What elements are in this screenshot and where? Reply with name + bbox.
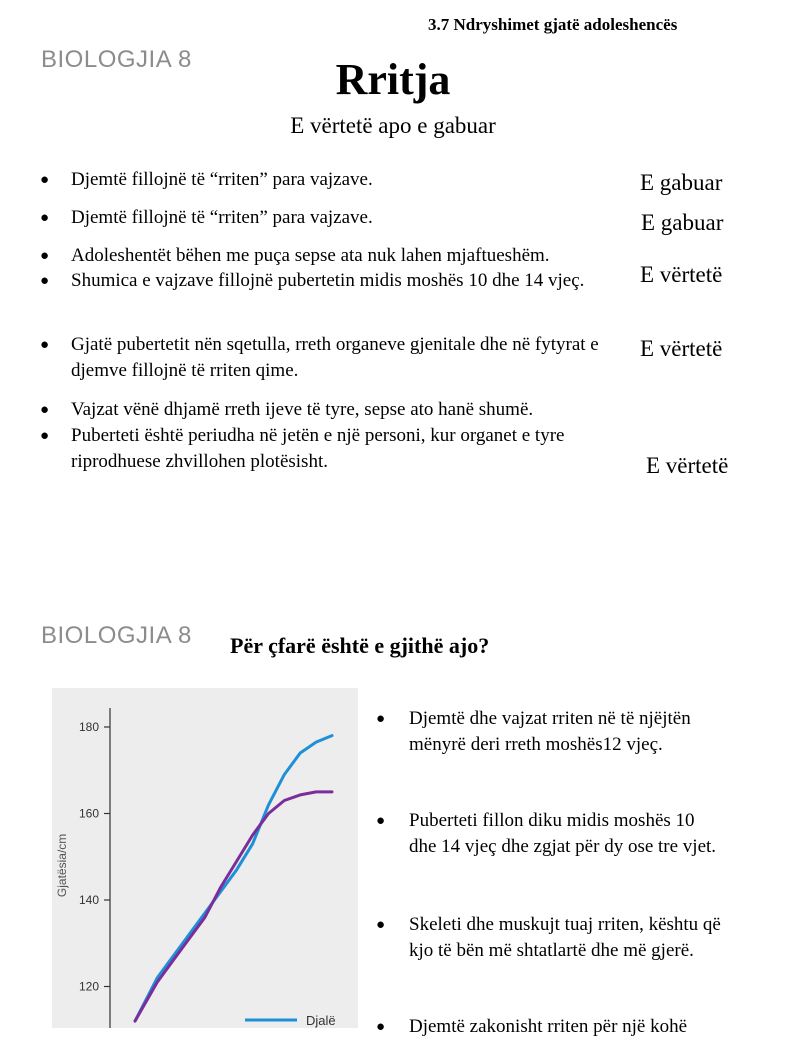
growth-chart	[52, 688, 358, 1028]
statement-item	[40, 397, 640, 423]
bullet-icon: ●	[40, 428, 50, 444]
fact-text: Skeleti dhe muskujt tuaj rriten, kështu që kjo të bën më shtatlartë dhe më gjerë.	[409, 914, 721, 961]
y-tick-label: 140	[78, 893, 99, 907]
bullet-icon: ●	[376, 813, 386, 829]
statement-text: Gjatë pubertetit nën sqetulla, rreth organeve gjenitale dhe në fytyrat e djemve fillojnë të rriten qime.	[71, 334, 599, 381]
legend-label: Djalë	[306, 1013, 336, 1028]
subject-label: BIOLOGJIA 8	[41, 622, 192, 649]
fact-item	[376, 706, 721, 758]
bullet-icon: ●	[40, 248, 50, 264]
page-title: Rritja	[335, 55, 451, 104]
fact-text: Djemtë dhe vajzat rriten në të njëjtën mënyrë deri rreth moshës12 vjeç.	[409, 708, 691, 755]
statement-text: Puberteti është periudha në jetën e një personi, kur organet e tyre riprodhuese zhvillohen plotësisht.	[71, 425, 565, 472]
bullet-icon: ●	[40, 273, 50, 289]
statement-item	[40, 205, 640, 231]
statement-text: Djemtë fillojnë të “rriten” para vajzave.	[71, 169, 373, 190]
growth-chart-svg	[52, 688, 358, 1028]
bullet-icon: ●	[376, 1019, 386, 1035]
answer-label: E vërtetë	[646, 453, 729, 478]
answer-label: E gabuar	[640, 170, 723, 195]
statement-text: Vajzat vënë dhjamë rreth ijeve të tyre, sepse ato hanë shumë.	[71, 399, 534, 420]
y-tick-label: 120	[78, 979, 99, 994]
subject-label: BIOLOGJIA 8	[41, 46, 192, 73]
y-axis-label: Gjatësia/cm	[55, 833, 69, 898]
bullet-icon: ●	[40, 402, 50, 418]
y-tick-label: 160	[78, 806, 99, 821]
fact-item	[376, 1014, 721, 1040]
page-subtitle: E vërtetë apo e gabuar	[290, 113, 496, 138]
slide-title: Për çfarë është e gjithë ajo?	[230, 633, 490, 658]
fact-item	[376, 808, 721, 860]
fact-text: Puberteti fillon diku midis moshës 10 dhe 14 vjeç dhe zgjat për dy ose tre vjet.	[409, 810, 717, 857]
fact-text: Djemtë zakonisht rriten për një kohë	[409, 1016, 688, 1037]
statement-item	[40, 268, 615, 294]
answer-label: E gabuar	[641, 210, 724, 235]
answer-label: E vërtetë	[640, 262, 723, 287]
fact-item	[376, 912, 721, 964]
statement-item	[40, 167, 640, 193]
bullet-icon: ●	[40, 210, 50, 226]
statement-item	[40, 423, 642, 475]
bullet-icon: ●	[40, 172, 50, 188]
statement-item	[40, 332, 615, 384]
statement-text: Djemtë fillojnë të “rriten” para vajzave.	[71, 207, 373, 228]
series-line-1	[135, 792, 332, 1021]
bullet-icon: ●	[40, 337, 50, 353]
series-line-0	[135, 736, 332, 1022]
bullet-icon: ●	[376, 917, 386, 933]
bullet-icon: ●	[376, 711, 386, 727]
y-tick-label: 180	[78, 720, 99, 734]
answer-label: E vërtetë	[640, 336, 723, 361]
statement-item	[40, 243, 640, 269]
section-header: 3.7 Ndryshimet gjatë adoleshencës	[428, 15, 678, 34]
statement-text: Shumica e vajzave fillojnë pubertetin midis moshës 10 dhe 14 vjeç.	[71, 270, 585, 291]
statement-text: Adoleshentët bëhen me puça sepse ata nuk lahen mjaftueshëm.	[71, 245, 550, 266]
